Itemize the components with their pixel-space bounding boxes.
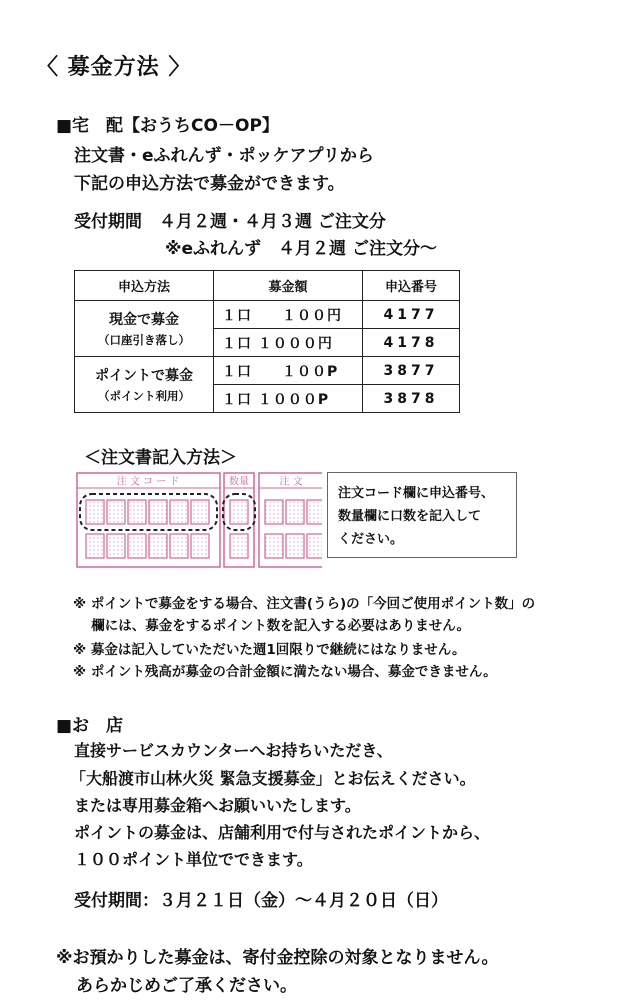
method-cash-sub: （口座引き落し） <box>98 333 190 347</box>
header-method: 申込方法 <box>75 271 214 301</box>
order-form-illustration <box>76 472 322 568</box>
method-points <box>75 357 214 413</box>
note-line: ※ ポイントで募金をする場合、注文書(うら)の「今回ご使用ポイント数」の <box>73 596 536 612</box>
method-points-sub: （ポイント利用） <box>98 389 190 403</box>
code-entry-cell <box>149 534 167 558</box>
store-period: 受付期間：３月２１日（金）～４月２０日（日） <box>74 891 448 911</box>
code-entry-cell <box>170 534 188 558</box>
code-cell: 4178 <box>363 329 460 357</box>
code-entry-cell <box>191 500 209 524</box>
delivery-line-1: 注文書・eふれんず・ポッケアプリから <box>74 146 374 166</box>
store-line: 直接サービスカウンターへお持ちいただき、 <box>74 741 393 760</box>
next-entry-cell <box>307 500 322 524</box>
code-entry-cell <box>86 500 104 524</box>
code-column-label: 注 文 コ ー ド <box>116 476 180 488</box>
amount-cell: １口 １０００円 <box>214 329 363 357</box>
delivery-heading: ■宅 配【おうちCO－OP】 <box>56 116 279 136</box>
next-entry-cell <box>286 500 304 524</box>
callout-line: 数量欄に口数を記入して <box>338 509 482 524</box>
note-line: ※ ポイント残高が募金の合計金額に満たない場合、募金できません。 <box>73 664 497 680</box>
code-entry-cell <box>149 500 167 524</box>
code-cell: 4177 <box>363 301 460 329</box>
header-amount: 募金額 <box>214 271 363 301</box>
store-line: ポイントの募金は、店舗利用で付与されたポイントから、 <box>74 823 491 842</box>
method-points-label: ポイントで募金 <box>95 368 193 384</box>
next-column-label: 注 文 <box>279 476 303 488</box>
code-entry-cell <box>191 534 209 558</box>
qty-entry-cell <box>230 534 248 558</box>
note-line: 欄には、募金をするポイント数を記入する必要はありません。 <box>73 618 471 634</box>
amount-cell: １口 １０００P <box>214 385 363 413</box>
table-row <box>75 301 460 329</box>
callout-line: ください。 <box>338 532 404 547</box>
amount-cell: １口 １００円 <box>214 301 363 329</box>
delivery-line-2: 下記の申込方法で募金ができます。 <box>74 174 345 194</box>
code-entry-cell <box>128 500 146 524</box>
form-callout <box>327 472 517 558</box>
code-cell: 3878 <box>363 385 460 413</box>
method-cash-label: 現金で募金 <box>109 312 179 328</box>
store-line: または専用募金箱へお願いいたします。 <box>74 796 361 815</box>
code-entry-cell <box>107 500 125 524</box>
code-cell: 3877 <box>363 357 460 385</box>
next-entry-cell <box>265 500 283 524</box>
code-entry-cell <box>107 534 125 558</box>
next-entry-cell <box>286 534 304 558</box>
code-entry-cell <box>128 534 146 558</box>
method-cash <box>75 301 214 357</box>
delivery-period: 受付期間 ４月２週・４月３週 ご注文分 <box>74 212 386 232</box>
store-line: １００ポイント単位でできます。 <box>74 850 313 869</box>
qty-entry-cell <box>230 500 248 524</box>
donation-table <box>74 270 460 413</box>
code-entry-cell <box>86 534 104 558</box>
store-line: 「大船渡市山林火災 緊急支援募金」とお伝えください。 <box>70 769 476 788</box>
footer-note: ※お預かりした募金は、寄付金控除の対象となりません。 <box>56 948 499 968</box>
table-row <box>75 357 460 385</box>
next-entry-cell <box>265 534 283 558</box>
amount-cell: １口 １００P <box>214 357 363 385</box>
form-guide-heading: ＜注文書記入方法＞ <box>84 448 237 468</box>
callout-line: 注文コード欄に申込番号、 <box>338 486 495 501</box>
page-title: 〈 募金方法 〉 <box>36 55 192 80</box>
store-heading: ■お 店 <box>56 716 124 736</box>
order-form-svg <box>76 472 322 568</box>
qty-column-label: 数量 <box>229 476 249 488</box>
footer-note-2: あらかじめご了承ください。 <box>76 976 297 996</box>
code-entry-cell <box>170 500 188 524</box>
delivery-period-efriends: ※eふれんず ４月２週 ご注文分～ <box>165 239 437 259</box>
table-header-row <box>75 271 460 301</box>
next-entry-cell <box>307 534 322 558</box>
note-line: ※ 募金は記入していただいた週1回限りで継続にはなりません。 <box>73 642 466 658</box>
header-code: 申込番号 <box>363 271 460 301</box>
